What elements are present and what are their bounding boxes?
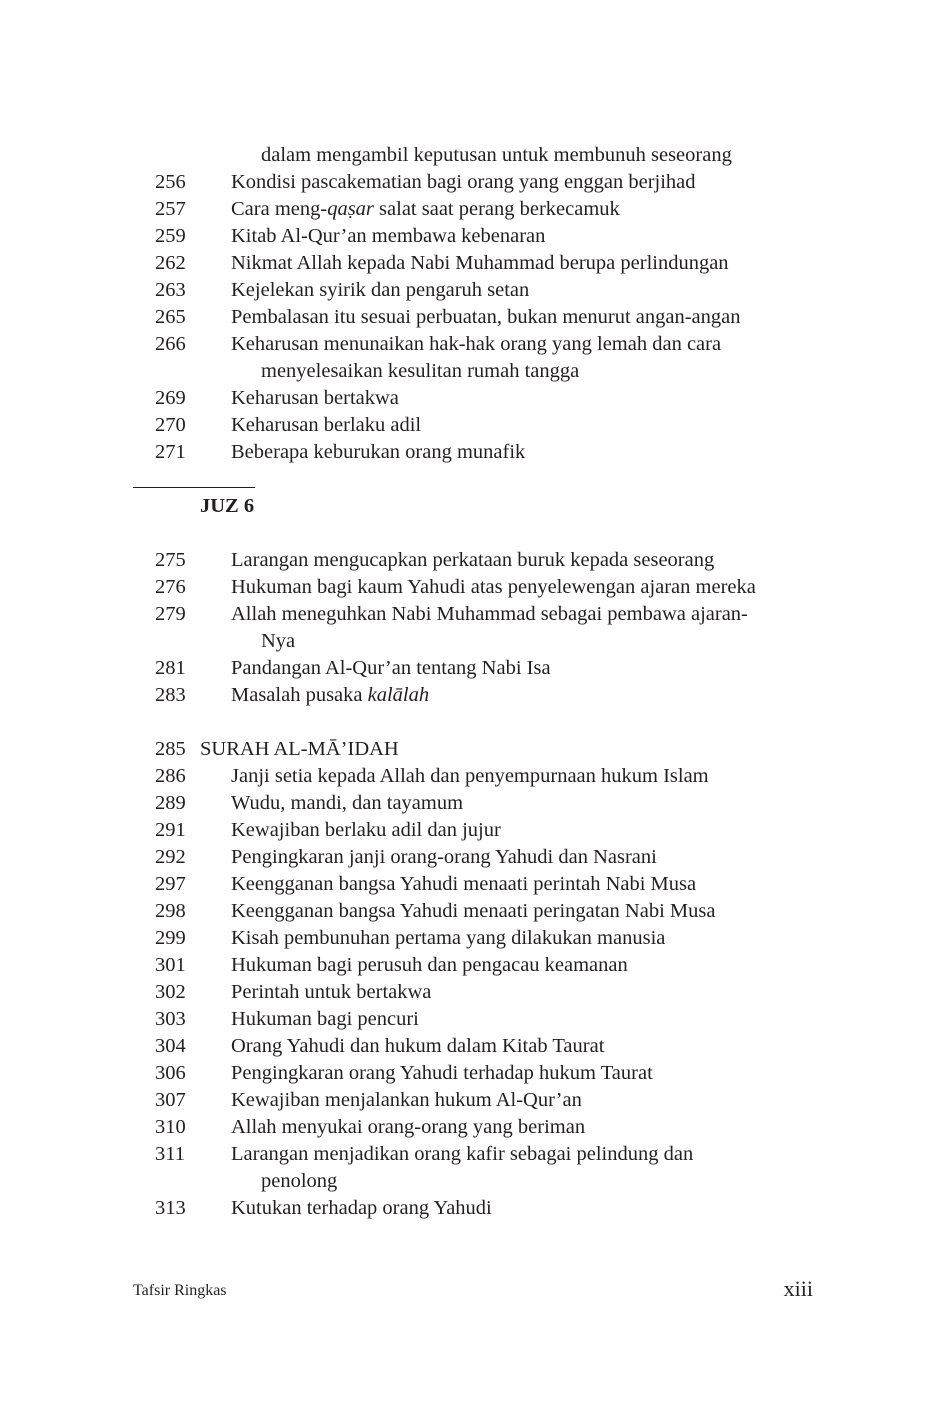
toc-entry-title: Kondisi pascakematian bagi orang yang enggan berjihad	[231, 171, 696, 193]
toc-entry-continuation-line	[0, 628, 946, 655]
toc-entry-continuation-line	[0, 358, 946, 385]
toc-page-number: 297	[155, 873, 186, 895]
toc-entry-title: Keengganan bangsa Yahudi menaati perintah Nabi Musa	[231, 873, 697, 895]
toc-page-number: 276	[155, 576, 186, 598]
toc-entry	[0, 250, 946, 277]
juz-heading	[0, 493, 946, 520]
toc-entry-title: Keharusan menunaikan hak-hak orang yang lemah dan cara	[231, 333, 722, 355]
toc-entry-title: Allah meneguhkan Nabi Muhammad sebagai pembawa ajaran-	[231, 603, 748, 625]
toc-page-number: 304	[155, 1035, 186, 1057]
toc-entry	[0, 790, 946, 817]
toc-entry	[0, 223, 946, 250]
toc-entry-title: Kewajiban menjalankan hukum Al-Qur’an	[231, 1089, 582, 1111]
toc-page-number: 301	[155, 954, 186, 976]
toc-entry-title: Allah menyukai orang-orang yang beriman	[231, 1116, 586, 1138]
toc-entry-title: Kejelekan syirik dan pengaruh setan	[231, 279, 530, 301]
toc-entry	[0, 331, 946, 358]
toc-page-number: 292	[155, 846, 186, 868]
toc-title-italic-term: kalālah	[367, 684, 430, 706]
toc-page-number: 265	[155, 306, 186, 328]
toc-title-part: Masalah pusaka	[231, 684, 368, 706]
toc-entry	[0, 898, 946, 925]
toc-entry-title: Pengingkaran janji orang-orang Yahudi dan Nasrani	[231, 846, 657, 868]
toc-page-number: 286	[155, 765, 186, 787]
toc-entry-title: Nikmat Allah kepada Nabi Muhammad berupa perlindungan	[231, 252, 729, 274]
toc-page-number: 279	[155, 603, 186, 625]
toc-entry-continuation-line	[0, 1168, 946, 1195]
toc-entry-continuation: penolong	[261, 1170, 338, 1192]
toc-entry-title: Kitab Al-Qur’an membawa kebenaran	[231, 225, 546, 247]
toc-title-part: salat saat perang berkecamuk	[373, 198, 620, 220]
toc-entry-title: Keharusan berlaku adil	[231, 414, 422, 436]
surah-heading	[0, 736, 946, 763]
toc-page-number: 269	[155, 387, 186, 409]
toc-page-number: 266	[155, 333, 186, 355]
toc-entry-title: Pembalasan itu sesuai perbuatan, bukan menurut angan-angan	[231, 306, 741, 328]
toc-page-number: 271	[155, 441, 186, 463]
toc-entry	[0, 1141, 946, 1168]
toc-title-italic-term: qaṣar	[327, 198, 374, 220]
toc-entry-title: Keharusan bertakwa	[231, 387, 399, 409]
toc-entry-title: Kewajiban berlaku adil dan jujur	[231, 819, 501, 841]
toc-entry	[0, 574, 946, 601]
juz-divider	[0, 466, 946, 493]
toc-entry-title: Larangan mengucapkan perkataan buruk kepada seseorang	[231, 549, 715, 571]
toc-entry	[0, 871, 946, 898]
toc-entry-title	[231, 682, 429, 709]
toc-entry-continuation: dalam mengambil keputusan untuk membunuh seseorang	[261, 144, 732, 166]
footer-page-number: xiii	[783, 1276, 813, 1301]
toc-entry	[0, 169, 946, 196]
toc-page-number: 283	[155, 684, 186, 706]
toc-page-number: 299	[155, 927, 186, 949]
toc-entry	[0, 844, 946, 871]
toc-page-number: 256	[155, 171, 186, 193]
toc-entry-continuation: Nya	[261, 630, 296, 652]
toc-page-number: 302	[155, 981, 186, 1003]
toc-page-number: 259	[155, 225, 186, 247]
toc-entry-title: Orang Yahudi dan hukum dalam Kitab Taurat	[231, 1035, 605, 1057]
toc-entry	[0, 1060, 946, 1087]
toc-entry	[0, 1114, 946, 1141]
spacer	[0, 709, 946, 736]
toc-page-number: 303	[155, 1008, 186, 1030]
toc-page-number: 270	[155, 414, 186, 436]
toc-entry	[0, 601, 946, 628]
toc-entry	[0, 925, 946, 952]
toc-entry	[0, 979, 946, 1006]
toc-entry-title: Larangan menjadikan orang kafir sebagai pelindung dan	[231, 1143, 694, 1165]
toc-page-number: 307	[155, 1089, 186, 1111]
toc-page-number: 313	[155, 1197, 186, 1219]
toc-entry	[0, 1006, 946, 1033]
toc-entry-continuation: menyelesaikan kesulitan rumah tangga	[261, 360, 580, 382]
toc-page-number: 275	[155, 549, 186, 571]
toc-entry-title: Janji setia kepada Allah dan penyempurnaan hukum Islam	[231, 765, 709, 787]
toc-entry-title: Keengganan bangsa Yahudi menaati peringatan Nabi Musa	[231, 900, 716, 922]
toc-entry-title: Hukuman bagi kaum Yahudi atas penyelewengan ajaran mereka	[231, 576, 756, 598]
toc-page-number: 306	[155, 1062, 186, 1084]
toc-entry	[0, 547, 946, 574]
toc-entry	[0, 277, 946, 304]
toc-entry	[0, 439, 946, 466]
toc-entry-title: Pandangan Al-Qur’an tentang Nabi Isa	[231, 657, 551, 679]
toc-entry	[0, 385, 946, 412]
toc-entry	[0, 817, 946, 844]
toc-page-number: 281	[155, 657, 186, 679]
toc-entry-title: Hukuman bagi pencuri	[231, 1008, 419, 1030]
toc-entry-title: Hukuman bagi perusuh dan pengacau keamanan	[231, 954, 628, 976]
toc-page-number: 310	[155, 1116, 186, 1138]
toc-entry	[0, 1087, 946, 1114]
toc-entry	[0, 304, 946, 331]
footer-book-title: Tafsir Ringkas	[133, 1282, 227, 1299]
toc-entry-title: Kutukan terhadap orang Yahudi	[231, 1197, 492, 1219]
toc-continuation-line	[0, 142, 946, 169]
toc-page-number: 263	[155, 279, 186, 301]
spacer	[0, 520, 946, 547]
toc-entry	[0, 412, 946, 439]
toc-entry-title: Pengingkaran orang Yahudi terhadap hukum Taurat	[231, 1062, 653, 1084]
toc-page-number: 311	[155, 1143, 185, 1165]
toc-page-number: 291	[155, 819, 186, 841]
toc-page-number: 257	[155, 198, 186, 220]
toc-page-number: 298	[155, 900, 186, 922]
toc-entry-title: Beberapa keburukan orang munafik	[231, 441, 526, 463]
toc-entry	[0, 952, 946, 979]
juz-label: JUZ 6	[200, 495, 255, 517]
toc-entry-title: Kisah pembunuhan pertama yang dilakukan manusia	[231, 927, 666, 949]
toc-entry	[0, 196, 946, 223]
toc-entry-title	[231, 196, 620, 223]
toc-page-number: 285	[155, 738, 186, 760]
toc-entry	[0, 763, 946, 790]
toc-page-number: 262	[155, 252, 186, 274]
toc-entry	[0, 655, 946, 682]
toc-entry	[0, 1195, 946, 1222]
toc-entry-title: Perintah untuk bertakwa	[231, 981, 432, 1003]
table-of-contents	[0, 142, 946, 1222]
toc-entry	[0, 1033, 946, 1060]
surah-label: SURAH AL-MĀ’IDAH	[200, 738, 399, 760]
toc-title-part: Cara meng-	[231, 198, 328, 220]
toc-page-number: 289	[155, 792, 186, 814]
toc-entry-title: Wudu, mandi, dan tayamum	[231, 792, 464, 814]
divider-rule	[133, 487, 255, 488]
toc-entry	[0, 682, 946, 709]
